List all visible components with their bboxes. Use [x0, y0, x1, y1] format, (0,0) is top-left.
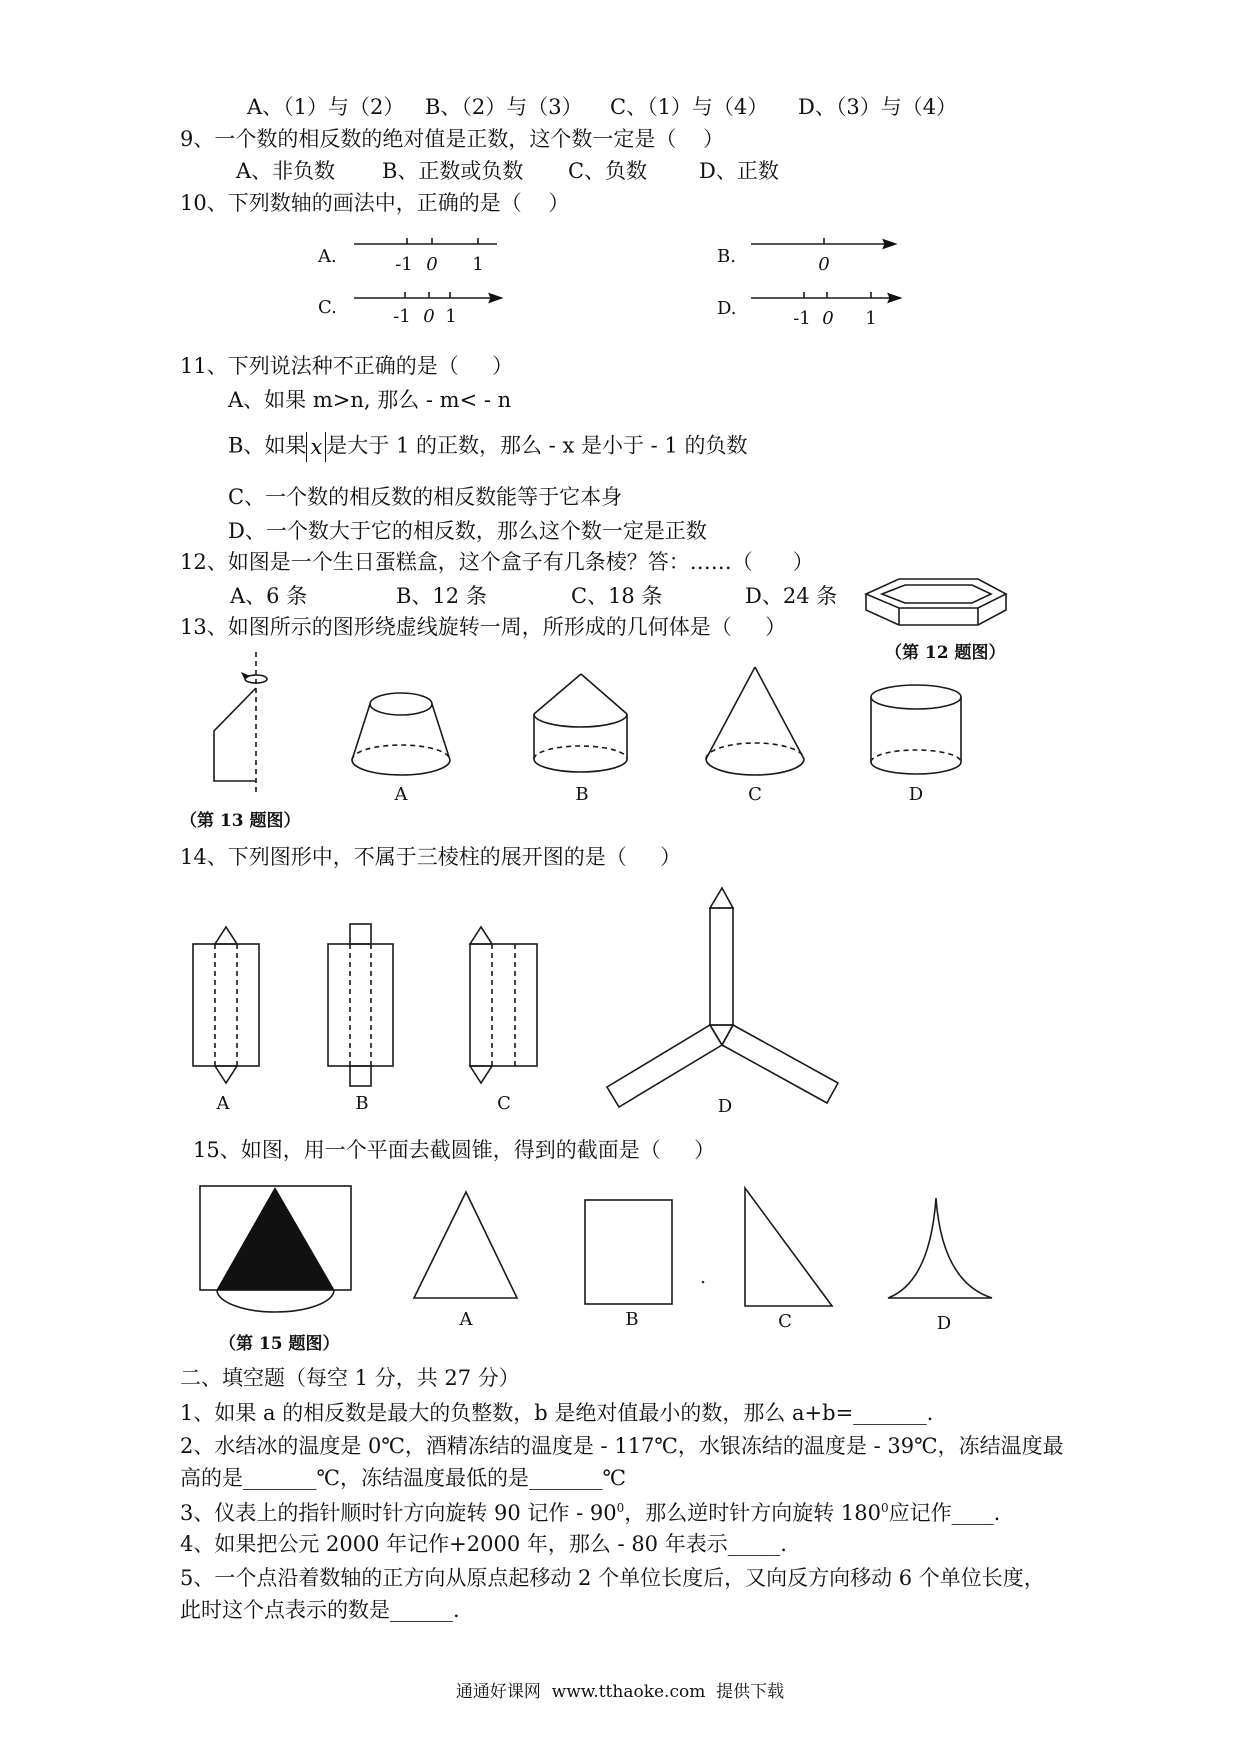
isosceles-triangle: [414, 1192, 517, 1298]
q8-option-d: D、（3）与（4）: [798, 95, 958, 119]
fill-q3-degree-1: 0: [616, 1501, 625, 1515]
q13-label-a: A: [394, 784, 408, 805]
net-triangle: [215, 1066, 237, 1083]
q14-label-c: C: [497, 1093, 511, 1114]
q11-option-a: A、如果 m>n, 那么 - m< - n: [228, 388, 512, 412]
net-rectangle: [193, 944, 259, 1066]
q15-label-a: A: [459, 1309, 473, 1330]
plane-shape: [214, 688, 256, 781]
q15-label-c: C: [778, 1311, 792, 1332]
q12-stem: 12、如图是一个生日蛋糕盒，这个盒子有几条棱？答：……（ ）: [180, 550, 814, 574]
tick-label: 0: [426, 254, 438, 275]
arrow-head: [883, 240, 896, 249]
cone-base-front: [534, 714, 627, 727]
q11-stem: 11、下列说法种不正确的是（ ）: [180, 354, 514, 378]
q14-label-d: D: [717, 1096, 733, 1117]
q13-figure-caption: （第 13 题图）: [180, 811, 301, 831]
q15-stem: 15、如图，用一个平面去截圆锥，得到的截面是（ ）: [193, 1138, 716, 1162]
page-footer: 通通好课网 www.tthaoke.com 提供下载: [455, 1682, 785, 1702]
arrow-head: [888, 294, 901, 303]
rotation-arrow-icon: [245, 675, 267, 683]
q9-stem: 9、一个数的相反数的绝对值是正数，这个数一定是（ ）: [180, 127, 725, 151]
cylinder-top: [871, 685, 961, 709]
q13-option-a-frustum: [352, 693, 450, 805]
q15-option-a-triangle: [414, 1192, 517, 1330]
net-triangle: [215, 927, 237, 944]
frustum-side: [352, 704, 370, 760]
q11-option-c: C、一个数的相反数的相反数能等于它本身: [228, 485, 623, 509]
fill-q3-part2: ，那么逆时针方向旋转 180: [624, 1501, 882, 1525]
frustum-base-front: [352, 760, 450, 775]
absolute-value-x: x: [306, 432, 326, 462]
fill-q3-part3: 应记作____.: [888, 1501, 1001, 1525]
q14-label-b: B: [355, 1093, 369, 1114]
net-arm-vertical: [710, 908, 733, 1025]
cutting-plane: [200, 1186, 351, 1290]
cylinder-base-front: [534, 759, 627, 772]
fill-q3-degree-2: 0: [881, 1501, 889, 1515]
q15-figure-caption: （第 15 题图）: [219, 1334, 340, 1354]
q8-option-c: C、（1）与（4）: [610, 95, 769, 119]
q15-option-b-rectangle: [585, 1200, 672, 1330]
net-center-triangle: [710, 1025, 733, 1045]
cone-base-front: [706, 759, 804, 775]
fill-q5-line2: 此时这个点表示的数是______.: [180, 1598, 460, 1622]
q13-option-b-cone-cylinder: [534, 674, 627, 805]
q15-option-c-right-triangle: [745, 1188, 832, 1332]
q9-option-b: B、正数或负数: [382, 159, 524, 183]
q13-rotation-figure: [214, 652, 267, 792]
q14-net-a: [193, 927, 259, 1114]
tick-label: -1: [393, 306, 411, 327]
net-square: [350, 1066, 371, 1086]
q10-choice-c-label: C.: [318, 297, 337, 318]
q14-net-b: [328, 924, 393, 1114]
fill-q1: 1、如果 a 的相反数是最大的负整数，b 是绝对值最小的数，那么 a+b=_______.: [180, 1401, 934, 1425]
q9-option-d: D、正数: [699, 159, 779, 183]
cylinder-base-back: [534, 746, 627, 759]
q11-option-b-suffix: 是大于 1 的正数，那么 - x 是小于 - 1 的负数: [326, 433, 748, 458]
rectangle-shape: [585, 1200, 672, 1304]
q11-option-d: D、一个数大于它的相反数，那么这个数一定是正数: [228, 519, 707, 543]
frustum-side: [432, 704, 450, 760]
cone-base-arc: [217, 1290, 334, 1312]
arrow-head: [489, 294, 502, 303]
q14-net-c: [470, 927, 537, 1114]
net-tip-triangle: [710, 888, 733, 908]
cone-side: [706, 667, 755, 759]
q15-option-d-curved-triangle: [888, 1198, 992, 1334]
q10-numberline-b: [717, 238, 896, 275]
q15-cone-section-figure: [200, 1186, 351, 1312]
q10-choice-a-label: A.: [318, 246, 337, 267]
cylinder-base-back: [871, 750, 961, 762]
tick-label: 0: [818, 254, 830, 275]
tick-label: -1: [395, 254, 413, 275]
net-rectangle: [328, 944, 393, 1066]
q8-option-b: B、（2）与（3）: [425, 95, 583, 119]
q10-stem: 10、下列数轴的画法中，正确的是（ ）: [180, 191, 570, 215]
q15-label-b: B: [625, 1309, 639, 1330]
q14-label-a: A: [216, 1093, 230, 1114]
tick-label: 1: [865, 308, 877, 329]
cone-side: [581, 674, 627, 714]
net-triangle: [470, 1066, 492, 1083]
q10-numberline-d: [717, 292, 901, 329]
tick-label: -1: [793, 308, 811, 329]
curved-triangle: [888, 1198, 992, 1298]
fill-q3-part1: 3、仪表上的指针顺时针方向旋转 90 记作 - 90: [180, 1501, 617, 1525]
q10-choice-d-label: D.: [717, 298, 737, 319]
rotation-arrow-head: [242, 673, 249, 679]
cylinder-base-front: [871, 762, 961, 774]
q12-hexagonal-box-figure: [866, 579, 1006, 625]
tick-label: 0: [423, 306, 435, 327]
q14-stem: 14、下列图形中，不属于三棱柱的展开图的是（ ）: [180, 845, 682, 869]
fill-q2-line1: 2、水结冰的温度是 0℃，酒精冻结的温度是 - 117℃，水银冻结的温度是 - 39℃，冻结温度最: [180, 1434, 1064, 1458]
q11-option-b: [228, 432, 747, 462]
q10-choice-b-label: B.: [717, 246, 736, 267]
tick-label: 1: [472, 254, 484, 275]
q12-option-d: D、24 条: [745, 584, 838, 608]
box-top-outline: [866, 579, 1006, 608]
right-triangle: [745, 1188, 832, 1306]
q13-stem: 13、如图所示的图形绕虚线旋转一周，所形成的几何体是（ ）: [180, 615, 787, 639]
net-arm-left: [607, 1025, 722, 1107]
q12-option-a: A、6 条: [230, 584, 308, 608]
net-rectangle: [470, 944, 537, 1066]
net-arm-right: [722, 1025, 838, 1103]
q10-numberline-a: [317, 238, 497, 275]
fill-q2-line2: 高的是_______℃，冻结温度最低的是_______℃: [180, 1466, 626, 1490]
q13-option-d-cylinder: [871, 685, 961, 805]
tick-label: 1: [445, 306, 457, 327]
q13-label-c: C: [748, 784, 762, 805]
net-triangle: [470, 927, 492, 944]
q15-label-d: D: [936, 1313, 952, 1334]
q12-option-b: B、12 条: [396, 584, 487, 608]
cone-section-triangle: [217, 1188, 334, 1290]
cone-side: [755, 667, 804, 759]
q9-option-c: C、负数: [568, 159, 648, 183]
q12-option-c: C、18 条: [571, 584, 663, 608]
fill-q4: 4、如果把公元 2000 年记作+2000 年，那么 - 80 年表示_____.: [180, 1532, 787, 1556]
q8-option-a: A、（1）与（2）: [247, 95, 405, 119]
q14-net-d: [607, 888, 838, 1117]
tick-label: 0: [822, 308, 834, 329]
q12-figure-caption: （第 12 题图）: [885, 643, 1006, 663]
q9-option-a: A、非负数: [236, 159, 336, 183]
q13-label-d: D: [908, 784, 924, 805]
q11-option-b-prefix: B、如果: [228, 433, 307, 458]
cone-base-back: [706, 743, 804, 759]
q13-option-c-cone: [706, 667, 804, 805]
section2-heading: 二、填空题（每空 1 分，共 27 分）: [180, 1366, 520, 1390]
scan-speck: [702, 1281, 705, 1284]
frustum-top: [370, 693, 432, 715]
fill-q5-line1: 5、一个点沿着数轴的正方向从原点起移动 2 个单位长度后，又向反方向移动 6 个单位长度，: [180, 1566, 1045, 1590]
q10-numberline-c: [318, 292, 502, 327]
q13-label-b: B: [575, 784, 589, 805]
box-inner-rim: [882, 585, 991, 603]
cone-side: [534, 674, 581, 714]
fill-q3: [180, 1500, 1000, 1526]
net-square: [350, 924, 371, 944]
frustum-base-back: [352, 745, 450, 760]
box-bottom-outline: [866, 594, 1006, 625]
